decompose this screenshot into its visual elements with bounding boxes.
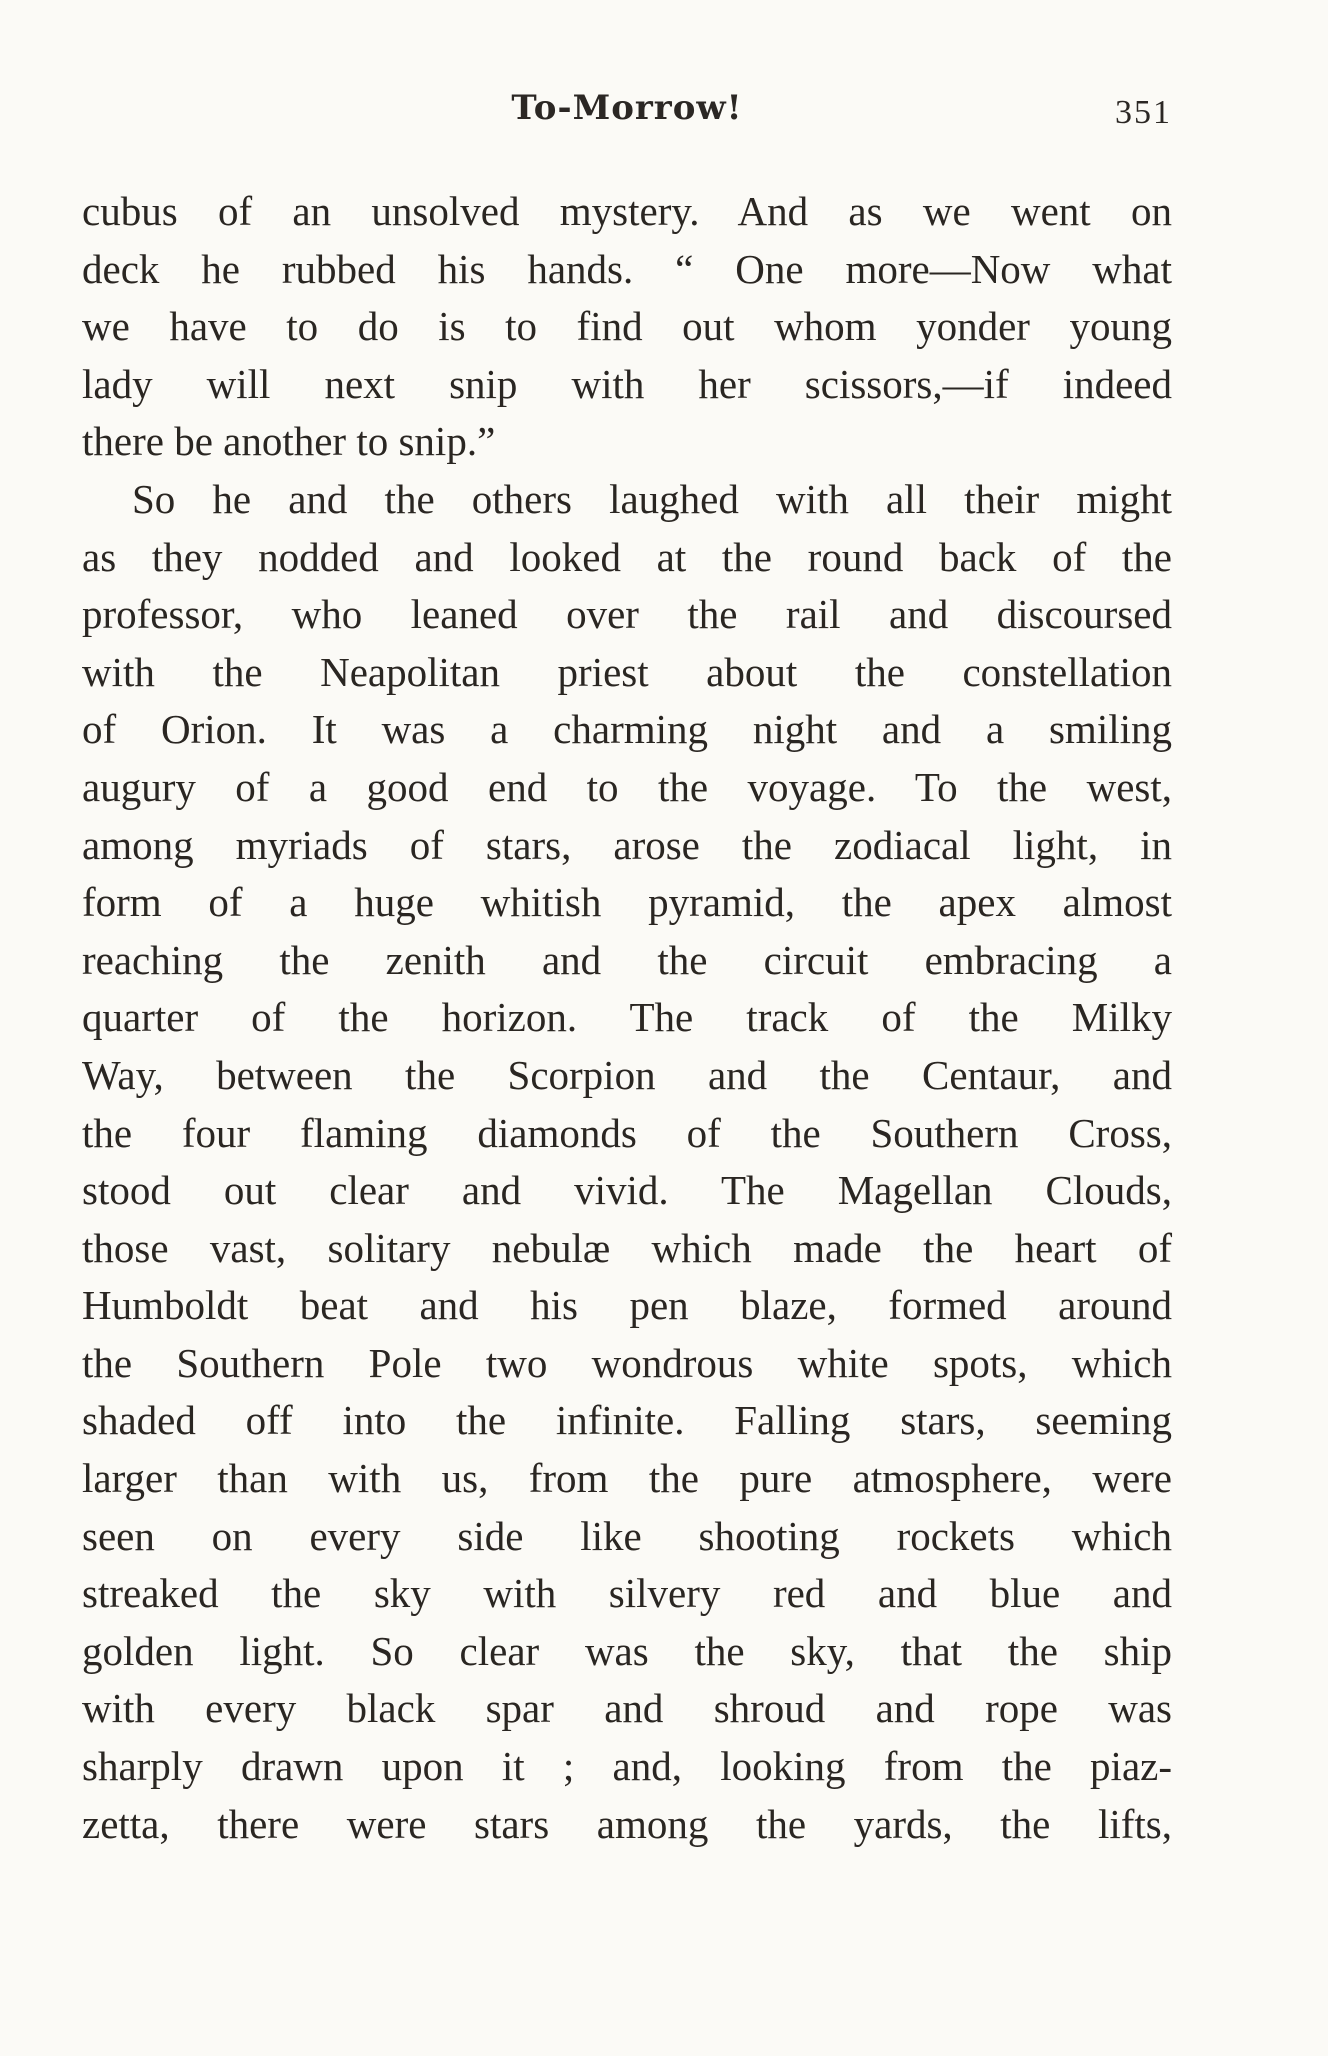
- text-line: stood out clear and vivid. The Magellan Clouds,: [82, 1167, 1172, 1214]
- text-line: shaded off into the infinite. Falling stars, seeming: [82, 1397, 1172, 1444]
- text-line: we have to do is to find out whom yonder young: [82, 303, 1172, 350]
- text-line: the Southern Pole two wondrous white spots, which: [82, 1339, 1172, 1386]
- body-text: [82, 183, 1172, 1853]
- text-line: among myriads of stars, arose the zodiacal light, in: [82, 821, 1172, 868]
- text-line: as they nodded and looked at the round back of the: [82, 533, 1172, 580]
- running-title: To-Morrow!: [511, 88, 743, 128]
- text-line: deck he rubbed his hands. “ One more—Now what: [82, 245, 1172, 292]
- text-line: quarter of the horizon. The track of the Milky: [82, 994, 1172, 1041]
- text-line: there be another to snip.”: [82, 418, 496, 465]
- text-line: lady will next snip with her scissors,—if indeed: [82, 360, 1172, 407]
- text-line: the four flaming diamonds of the Southern Cross,: [82, 1109, 1172, 1156]
- text-line: with the Neapolitan priest about the constellation: [82, 648, 1172, 695]
- text-line: So he and the others laughed with all their might: [132, 475, 1172, 522]
- text-line: sharply drawn upon it ; and, looking from the piaz-: [82, 1743, 1172, 1790]
- text-line: reaching the zenith and the circuit embracing a: [82, 936, 1172, 983]
- text-line: those vast, solitary nebulæ which made the heart of: [82, 1224, 1172, 1271]
- text-line: professor, who leaned over the rail and discoursed: [82, 591, 1172, 638]
- text-line: cubus of an unsolved mystery. And as we went on: [82, 188, 1172, 234]
- text-line: Humboldt beat and his pen blaze, formed around: [82, 1282, 1172, 1329]
- text-line: golden light. So clear was the sky, that the ship: [82, 1627, 1172, 1674]
- page-number: 351: [1115, 94, 1172, 131]
- text-line: augury of a good end to the voyage. To the west,: [82, 763, 1172, 810]
- running-head: [82, 88, 1172, 138]
- text-line: of Orion. It was a charming night and a smiling: [82, 706, 1172, 753]
- text-line: zetta, there were stars among the yards, the lifts,: [82, 1800, 1172, 1847]
- text-line: with every black spar and shroud and rope was: [82, 1685, 1172, 1732]
- text-line: seen on every side like shooting rockets which: [82, 1512, 1172, 1559]
- text-line: form of a huge whitish pyramid, the apex almost: [82, 879, 1172, 926]
- text-line: streaked the sky with silvery red and blue and: [82, 1570, 1172, 1617]
- text-line: Way, between the Scorpion and the Centaur, and: [82, 1051, 1172, 1098]
- text-line: larger than with us, from the pure atmosphere, were: [82, 1455, 1172, 1502]
